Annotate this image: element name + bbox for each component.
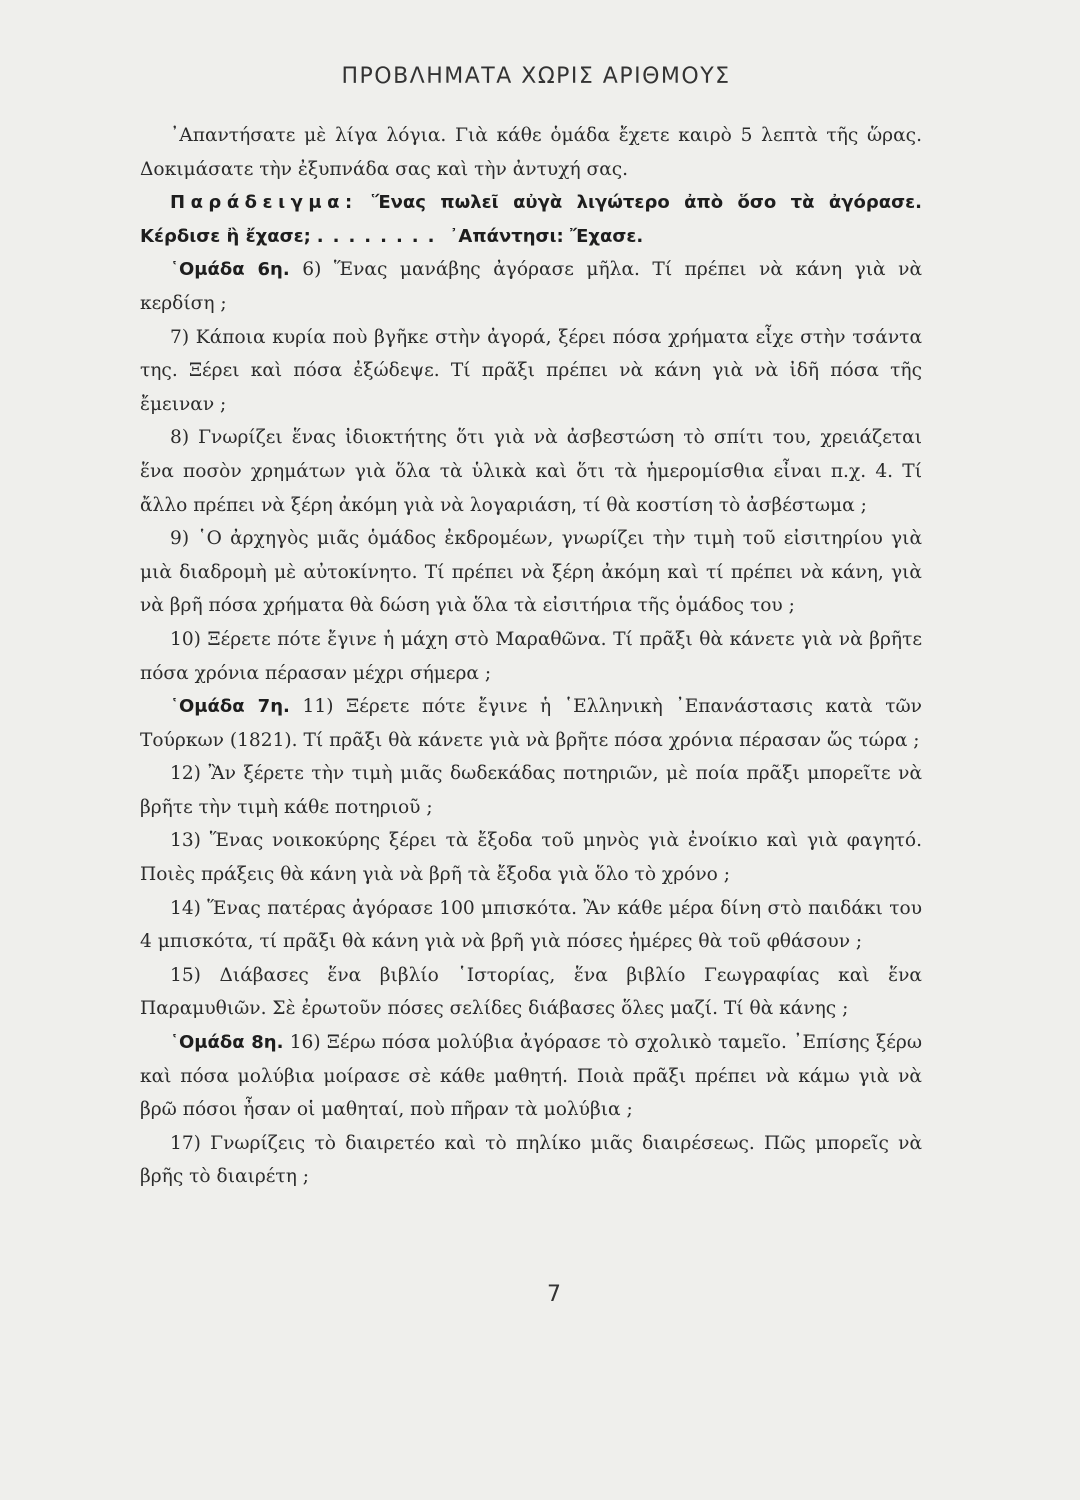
- problem-9: 9) ῾Ο ἀρχηγὸς μιᾶς ὁμάδος ἐκδρομέων, γνωρίζει τὴν τιμὴ τοῦ εἰσιτηρίου γιὰ μιὰ διαδρομὴ μὲ αὐτοκίνητο. Τί πρέπει νὰ ξέρη ἀκόμη καὶ τί πρέπει νὰ κάνη, γιὰ νὰ βρῆ πόσα χρήματα θὰ δώση γιὰ ὅλα τὰ εἰσιτήρια τῆς ὁμάδος του ;: [140, 528, 922, 617]
- leader-dots: ........: [316, 225, 444, 247]
- problem-11-text: 11) Ξέρετε πότε ἔγινε ἡ ῾Ελληνικὴ ᾽Επανάστασις κατὰ τῶν Τούρκων (1821). Τί πρᾶξι θὰ κάνετε γιὰ νὰ βρῆτε πόσα χρόνια πέρασαν ὥς τώρα ;: [140, 696, 922, 751]
- group-8-heading: ῾Ομάδα 8η.: [170, 1032, 284, 1054]
- example-answer: ᾽Απάντησι: Ἔχασε.: [449, 225, 644, 247]
- group-6-heading: ῾Ομάδα 6η.: [170, 259, 290, 281]
- problem-16-text: 16) Ξέρω πόσα μολύβια ἀγόρασε τὸ σχολικὸ ταμεῖο. ᾽Επίσης ξέρω καὶ πόσα μολύβια μοίρασε σὲ κάθε μαθητή. Ποιὰ πρᾶξι πρέπει νὰ κάμω γιὰ νὰ βρῶ πόσοι ἦσαν οἱ μαθηταί, ποὺ πῆραν τὰ μολύβια ;: [140, 1032, 922, 1121]
- running-head: ΠΡΟΒΛΗΜΑΤΑ ΧΩΡΙΣ ΑΡΙΘΜΟΥΣ: [341, 64, 731, 89]
- problem-6: [140, 253, 922, 320]
- body-text: [140, 119, 922, 1194]
- intro-paragraph: ᾽Απαντήσατε μὲ λίγα λόγια. Γιὰ κάθε ὁμάδα ἔχετε καιρὸ 5 λεπτὰ τῆς ὥρας. Δοκιμάσατε τὴν ἐξυπνάδα σας καὶ τὴν ἀντυχή σας.: [140, 125, 922, 180]
- example-label: Παράδειγμα:: [170, 192, 358, 214]
- page-number: 7: [547, 1282, 561, 1307]
- problem-14: 14) Ἕνας πατέρας ἀγόρασε 100 μπισκότα. Ἂν κάθε μέρα δίνη στὸ παιδάκι του 4 μπισκότα, τί πρᾶξι θὰ κάνη γιὰ νὰ βρῆ γιὰ πόσες ἡμέρες θὰ τοῦ φθάσουν ;: [140, 897, 922, 953]
- problem-15: 15) Διάβασες ἕνα βιβλίο ῾Ιστορίας, ἕνα βιβλίο Γεωγραφίας καὶ ἕνα Παραμυθιῶν. Σὲ ἐρωτοῦν πόσες σελίδες διάβασες ὅλες μαζί. Τί θὰ κάνης ;: [140, 964, 922, 1020]
- group-7-heading: ῾Ομάδα 7η.: [170, 696, 290, 718]
- problem-13: 13) Ἕνας νοικοκύρης ξέρει τὰ ἔξοδα τοῦ μηνὸς γιὰ ἐνοίκιο καὶ γιὰ φαγητό. Ποιὲς πράξεις θὰ κάνη γιὰ νὰ βρῆ τὰ ἔξοδα γιὰ ὅλο τὸ χρόνο ;: [140, 830, 922, 886]
- example-paragraph: [140, 186, 922, 253]
- problem-6-text: 6) Ἕνας μανάβης ἀγόρασε μῆλα. Τί πρέπει νὰ κάνη γιὰ νὰ κερδίση ;: [140, 259, 922, 314]
- problem-12: 12) Ἂν ξέρετε τὴν τιμὴ μιᾶς δωδεκάδας ποτηριῶν, μὲ ποία πρᾶξι μπορεῖτε νὰ βρῆτε τὴν τιμὴ κάθε ποτηριοῦ ;: [140, 763, 922, 818]
- example-question: Ἕνας πωλεῖ αὐγὰ λιγώτερο ἀπὸ ὅσο τὰ ἀγόρασε. Κέρδισε ἢ ἔχασε;: [140, 192, 922, 247]
- problem-7: 7) Κάποια κυρία ποὺ βγῆκε στὴν ἀγορά, ξέρει πόσα χρήματα εἶχε στὴν τσάντα της. Ξέρει καὶ πόσα ἐξώδεψε. Τί πρᾶξι πρέπει νὰ κάνη γιὰ νὰ ἰδῆ πόσα τῆς ἔμειναν ;: [140, 326, 922, 415]
- problem-16: [140, 1026, 922, 1127]
- problem-8: 8) Γνωρίζει ἕνας ἰδιοκτήτης ὅτι γιὰ νὰ ἀσβεστώση τὸ σπίτι του, χρειάζεται ἕνα ποσὸν χρημάτων γιὰ ὅλα τὰ ὑλικὰ καὶ ὅτι τὰ ἡμερομίσθια εἶναι π.χ. 4. Τί ἄλλο πρέπει νὰ ξέρη ἀκόμη γιὰ νὰ λογαριάση, τί θὰ κοστίση τὸ ἀσβέστωμα ;: [140, 427, 922, 516]
- problem-11: [140, 690, 922, 757]
- problem-10: 10) Ξέρετε πότε ἔγινε ἡ μάχη στὸ Μαραθῶνα. Τί πρᾶξι θὰ κάνετε γιὰ νὰ βρῆτε πόσα χρόνια πέρασαν μέχρι σήμερα ;: [140, 628, 922, 684]
- problem-17: 17) Γνωρίζεις τὸ διαιρετέο καὶ τὸ πηλίκο μιᾶς διαιρέσεως. Πῶς μπορεῖς νὰ βρῆς τὸ διαιρέτη ;: [140, 1132, 922, 1188]
